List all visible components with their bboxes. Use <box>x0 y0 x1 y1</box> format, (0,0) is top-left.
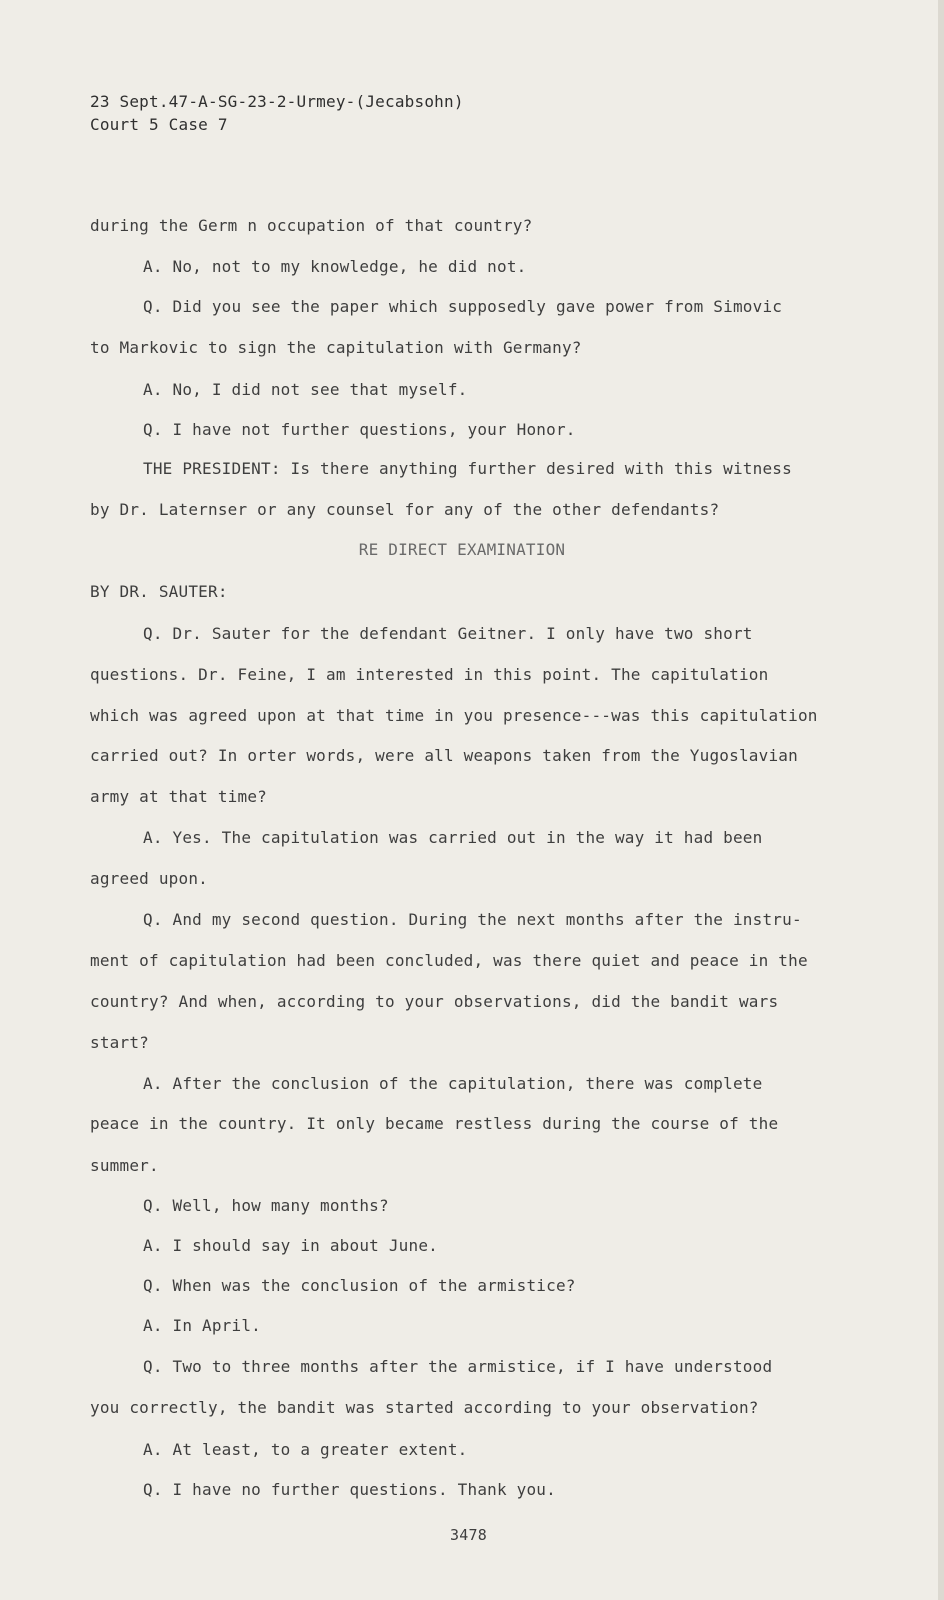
president-line: THE PRESIDENT: Is there anything further desired with this witness <box>143 459 792 478</box>
question-line: Q. I have not further questions, your Honor. <box>143 420 576 439</box>
body-line: agreed upon. <box>90 869 208 888</box>
answer-line: A. Yes. The capitulation was carried out in the way it had been <box>143 828 763 847</box>
answer-line: A. In April. <box>143 1316 261 1335</box>
question-line: Q. Dr. Sauter for the defendant Geitner. I only have two short <box>143 624 753 643</box>
answer-line: A. No, not to my knowledge, he did not. <box>143 257 527 276</box>
page-number: 3478 <box>450 1526 487 1544</box>
answer-line: A. At least, to a greater extent. <box>143 1440 468 1459</box>
header-line-1: 23 Sept.47-A-SG-23-2-Urmey-(Jecabsohn) <box>90 92 464 111</box>
question-line: Q. Did you see the paper which supposedly gave power from Simovic <box>143 297 783 316</box>
body-line: during the Germ n occupation of that country? <box>90 216 533 235</box>
question-line: Q. Well, how many months? <box>143 1196 389 1215</box>
body-line: army at that time? <box>90 787 267 806</box>
body-line: carried out? In orter words, were all weapons taken from the Yugoslavian <box>90 746 798 765</box>
examiner-line: BY DR. SAUTER: <box>90 582 228 601</box>
section-heading: RE DIRECT EXAMINATION <box>358 540 566 559</box>
body-line: questions. Dr. Feine, I am interested in this point. The capitulation <box>90 665 769 684</box>
body-line: to Markovic to sign the capitulation with Germany? <box>90 338 582 357</box>
body-line: start? <box>90 1033 149 1052</box>
body-line: which was agreed upon at that time in you presence---was this capitulation <box>90 706 818 725</box>
question-line: Q. Two to three months after the armistice, if I have understood <box>143 1357 773 1376</box>
question-line: Q. I have no further questions. Thank you. <box>143 1480 556 1499</box>
header-line-2: Court 5 Case 7 <box>90 115 228 134</box>
body-line: summer. <box>90 1156 159 1175</box>
body-line: peace in the country. It only became restless during the course of the <box>90 1114 779 1133</box>
body-line: by Dr. Laternser or any counsel for any of the other defendants? <box>90 500 720 519</box>
answer-line: A. No, I did not see that myself. <box>143 380 468 399</box>
question-line: Q. When was the conclusion of the armistice? <box>143 1276 576 1295</box>
body-line: you correctly, the bandit was started according to your observation? <box>90 1398 759 1417</box>
answer-line: A. After the conclusion of the capitulation, there was complete <box>143 1074 763 1093</box>
answer-line: A. I should say in about June. <box>143 1236 438 1255</box>
body-line: country? And when, according to your observations, did the bandit wars <box>90 992 779 1011</box>
question-line: Q. And my second question. During the next months after the instru- <box>143 910 802 929</box>
body-line: ment of capitulation had been concluded, was there quiet and peace in the <box>90 951 808 970</box>
